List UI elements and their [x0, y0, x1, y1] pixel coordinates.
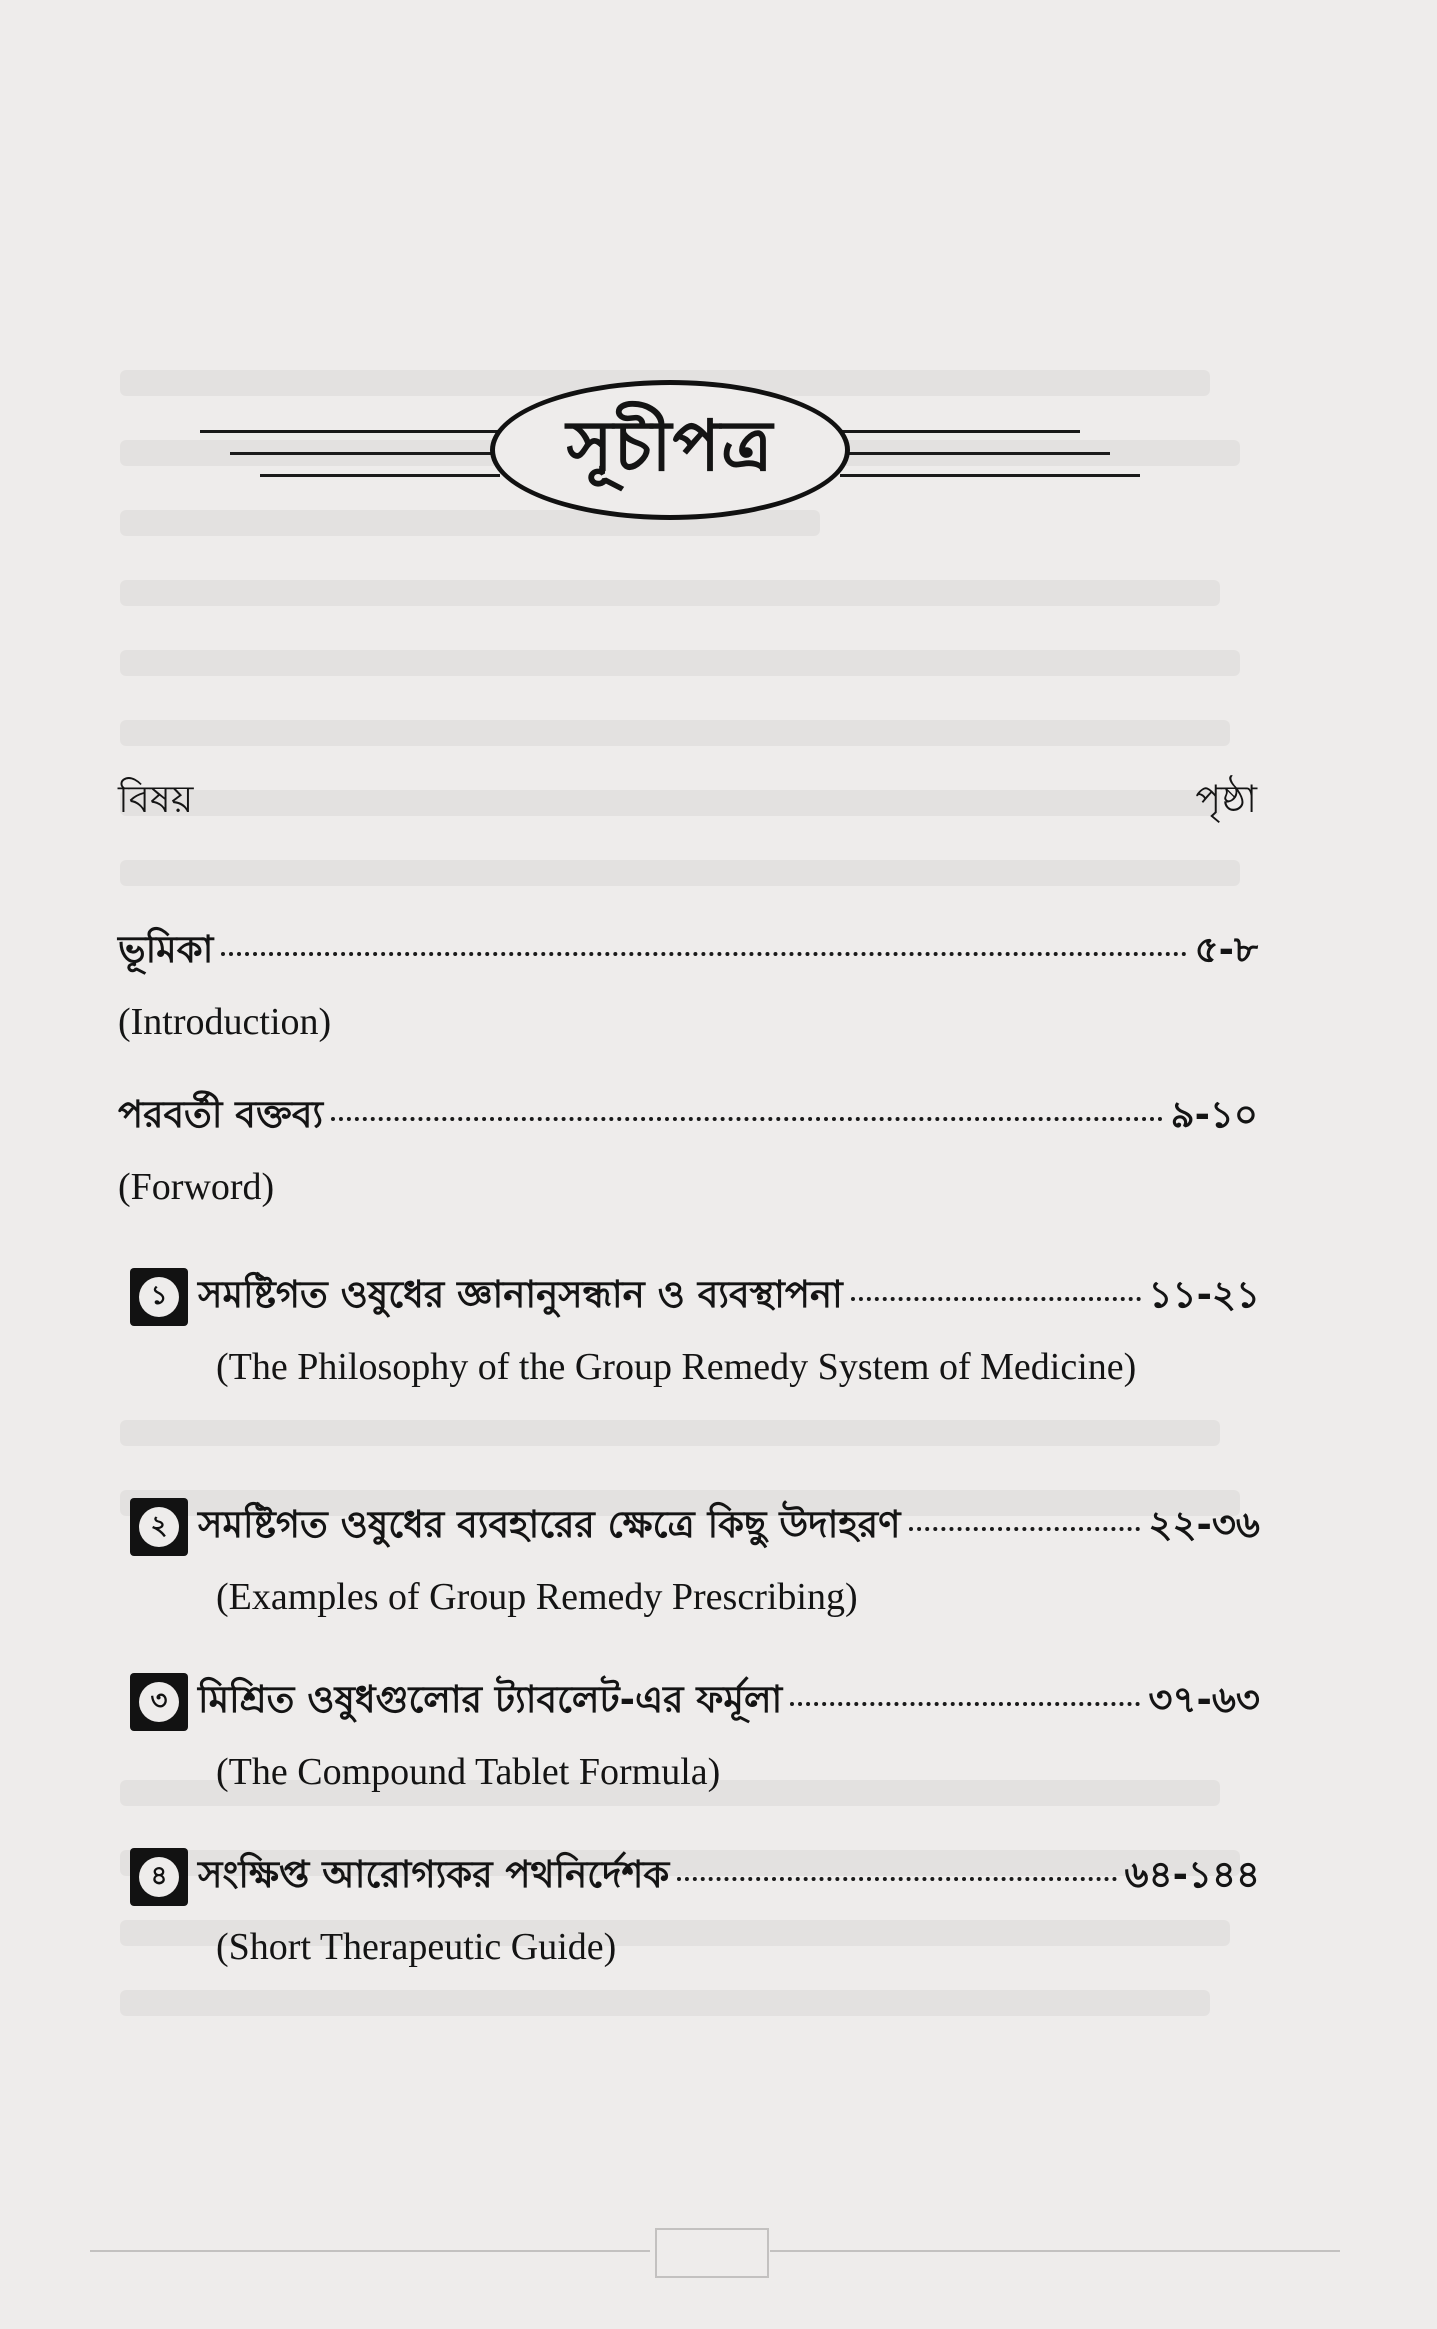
chapter-number: ১ [139, 1277, 179, 1317]
page-title: সূচীপত্র [566, 404, 774, 487]
chapter-pages: ১১-২১ [1148, 1273, 1260, 1316]
heading-rule-left [230, 452, 500, 455]
page-footer-bleed [90, 2220, 1340, 2280]
chapter-title: সংক্ষিপ্ত আরোগ্যকর পথনির্দেশক [198, 1853, 670, 1896]
chapter-subtitle: (Examples of Group Remedy Prescribing) [216, 1576, 858, 1618]
heading-rule-left [200, 430, 500, 433]
chapter-title: সমষ্টিগত ওষুধের ব্যবহারের ক্ষেত্রে কিছু উদাহরণ [198, 1503, 901, 1546]
entry-subtitle: (Introduction) [118, 1001, 332, 1043]
chapter-number-badge [130, 1673, 188, 1731]
toc-chapter[interactable] [130, 1670, 1260, 1797]
entry-pages: ৫-৮ [1194, 928, 1258, 971]
column-header-subject: বিষয় [118, 777, 194, 821]
heading-rule-left [260, 474, 500, 477]
chapter-number-badge [130, 1498, 188, 1556]
chapter-pages: ৩৭-৬৩ [1148, 1678, 1260, 1721]
toc-chapter[interactable] [130, 1495, 1260, 1622]
toc-heading [200, 380, 1150, 530]
chapter-number: ৩ [139, 1682, 179, 1722]
chapter-number: ৪ [139, 1857, 179, 1897]
column-header-page: পৃষ্ঠা [1195, 777, 1257, 821]
chapter-subtitle: (The Philosophy of the Group Remedy System of Medicine) [216, 1346, 1137, 1388]
entry-subtitle: (Forword) [118, 1166, 275, 1208]
toc-chapter[interactable] [130, 1845, 1260, 1972]
dot-leader [909, 1527, 1141, 1531]
dot-leader [331, 1117, 1162, 1121]
chapter-pages: ২২-৩৬ [1148, 1503, 1260, 1546]
chapter-title: মিশ্রিত ওষুধগুলোর ট্যাবলেট-এর ফর্মূলা [198, 1678, 783, 1721]
heading-rule-right [840, 430, 1080, 433]
chapter-title: সমষ্টিগত ওষুধের জ্ঞানানুসন্ধান ও ব্যবস্থাপনা [198, 1273, 843, 1316]
toc-entry[interactable] [118, 920, 1258, 1047]
dot-leader [677, 1877, 1116, 1881]
chapter-subtitle: (Short Therapeutic Guide) [216, 1926, 617, 1968]
toc-entry[interactable] [118, 1085, 1258, 1212]
chapter-pages: ৬৪-১৪৪ [1124, 1853, 1260, 1896]
toc-chapter[interactable] [130, 1265, 1260, 1392]
entry-title: পরবর্তী বক্তব্য [118, 1093, 324, 1136]
entry-title: ভূমিকা [118, 928, 214, 971]
chapter-subtitle: (The Compound Tablet Formula) [216, 1751, 721, 1793]
chapter-number: ২ [139, 1507, 179, 1547]
heading-rule-right [840, 474, 1140, 477]
chapter-number-badge [130, 1268, 188, 1326]
chapter-number-badge [130, 1848, 188, 1906]
dot-leader [221, 952, 1186, 956]
dot-leader [851, 1297, 1141, 1301]
heading-rule-right [840, 452, 1110, 455]
entry-pages: ৯-১০ [1170, 1093, 1258, 1136]
dot-leader [790, 1702, 1140, 1706]
